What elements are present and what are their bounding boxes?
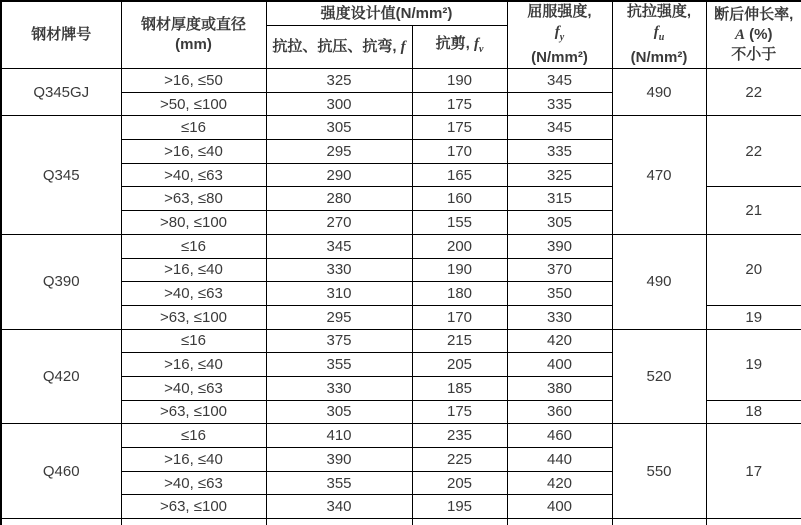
header-tensile-symbol: $f_u$	[653, 24, 665, 43]
thickness-cell: ≤16	[121, 424, 266, 448]
header-elongation	[706, 1, 801, 69]
f-value-cell: 355	[266, 471, 412, 495]
f-value-cell: 305	[266, 400, 412, 424]
thickness-cell-empty	[121, 519, 266, 525]
grade-cell: Q390	[1, 234, 121, 329]
fv-value-cell: 175	[412, 92, 507, 116]
fy-value-cell-empty	[507, 519, 612, 525]
header-elongation-line1: 断后伸长率,	[714, 6, 794, 23]
table-row	[1, 234, 801, 258]
table-row	[1, 329, 801, 353]
header-thickness-line2: (mm)	[175, 36, 212, 53]
fu-value-cell: 490	[612, 234, 706, 329]
f-value-cell: 330	[266, 376, 412, 400]
header-grade-label: 钢材牌号	[31, 26, 92, 43]
table-body	[1, 69, 801, 525]
fy-value-cell: 420	[507, 471, 612, 495]
grade-cell: Q345GJ	[1, 69, 121, 116]
grade-cell: Q420	[1, 329, 121, 424]
a-value-cell: 17	[706, 424, 801, 519]
fy-value-cell: 305	[507, 211, 612, 235]
thickness-cell: >40, ≤63	[121, 282, 266, 306]
fv-value-cell: 235	[412, 424, 507, 448]
thickness-cell: >50, ≤100	[121, 92, 266, 116]
thickness-cell: >16, ≤50	[121, 69, 266, 93]
thickness-cell: ≤16	[121, 329, 266, 353]
fu-value-cell: 490	[612, 69, 706, 116]
a-value-cell: 21	[706, 187, 801, 234]
header-yield-line1: 屈服强度,	[527, 3, 592, 20]
table-header	[1, 1, 801, 69]
header-grade	[1, 1, 121, 69]
thickness-cell: >63, ≤100	[121, 305, 266, 329]
a-value-cell: 22	[706, 116, 801, 187]
fy-value-cell: 335	[507, 140, 612, 164]
thickness-cell: >16, ≤40	[121, 448, 266, 472]
f-value-cell: 410	[266, 424, 412, 448]
f-value-cell: 330	[266, 258, 412, 282]
thickness-cell: >63, ≤100	[121, 400, 266, 424]
grade-cell: Q345	[1, 116, 121, 234]
table-row-partial	[1, 519, 801, 525]
f-value-cell: 270	[266, 211, 412, 235]
fy-value-cell: 380	[507, 376, 612, 400]
table-row	[1, 69, 801, 93]
fy-value-cell: 345	[507, 69, 612, 93]
header-tensile-line1: 抗拉强度,	[626, 3, 692, 20]
header-thickness-line1: 钢材厚度或直径	[140, 16, 246, 33]
fv-value-cell: 215	[412, 329, 507, 353]
fv-value-cell: 205	[412, 353, 507, 377]
fy-value-cell: 360	[507, 400, 612, 424]
fu-value-cell: 550	[612, 424, 706, 519]
fv-value-cell: 170	[412, 305, 507, 329]
grade-cell-empty	[1, 519, 121, 525]
header-elongation-symbol: A (%)	[735, 26, 773, 43]
f-value-cell: 375	[266, 329, 412, 353]
header-design-strength-label: 强度设计值(N/mm²)	[320, 4, 453, 22]
a-value-cell-empty	[706, 519, 801, 525]
header-tension-compression-bending: 抗拉、抗压、抗弯, f	[266, 26, 412, 69]
header-row-group	[1, 1, 801, 26]
thickness-cell: >63, ≤100	[121, 495, 266, 519]
f-value-cell: 325	[266, 69, 412, 93]
fv-value-cell: 185	[412, 376, 507, 400]
f-value-cell: 295	[266, 140, 412, 164]
f-value-cell: 300	[266, 92, 412, 116]
thickness-cell: ≤16	[121, 116, 266, 140]
fv-value-cell: 190	[412, 258, 507, 282]
f-value-cell: 345	[266, 234, 412, 258]
fy-value-cell: 335	[507, 92, 612, 116]
thickness-cell: >16, ≤40	[121, 140, 266, 164]
f-value-cell: 355	[266, 353, 412, 377]
header-tensile-unit: (N/mm²)	[630, 49, 688, 66]
a-value-cell: 20	[706, 234, 801, 305]
fy-value-cell: 345	[507, 116, 612, 140]
fy-value-cell: 420	[507, 329, 612, 353]
table-row	[1, 116, 801, 140]
thickness-cell: >40, ≤63	[121, 376, 266, 400]
fv-value-cell: 225	[412, 448, 507, 472]
a-value-cell: 22	[706, 69, 801, 116]
header-elongation-line3: 不小于	[731, 46, 777, 63]
fy-value-cell: 390	[507, 234, 612, 258]
fv-value-cell: 190	[412, 69, 507, 93]
thickness-cell: >16, ≤40	[121, 353, 266, 377]
fy-value-cell: 400	[507, 495, 612, 519]
a-value-cell: 19	[706, 305, 801, 329]
header-shear: 抗剪, $f_v$	[412, 26, 507, 69]
a-value-cell: 18	[706, 400, 801, 424]
fy-value-cell: 400	[507, 353, 612, 377]
fv-value-cell-empty	[412, 519, 507, 525]
fv-value-cell: 205	[412, 471, 507, 495]
fy-value-cell: 350	[507, 282, 612, 306]
fu-value-cell-empty	[612, 519, 706, 525]
fy-value-cell: 370	[507, 258, 612, 282]
fv-value-cell: 175	[412, 400, 507, 424]
thickness-cell: ≤16	[121, 234, 266, 258]
f-value-cell-empty	[266, 519, 412, 525]
header-yield-symbol: $f_y$	[554, 24, 565, 43]
grade-cell: Q460	[1, 424, 121, 519]
a-value-cell: 19	[706, 329, 801, 400]
fy-value-cell: 315	[507, 187, 612, 211]
fv-value-cell: 170	[412, 140, 507, 164]
header-tensile-strength	[612, 1, 706, 69]
f-value-cell: 295	[266, 305, 412, 329]
f-value-cell: 280	[266, 187, 412, 211]
f-value-cell: 305	[266, 116, 412, 140]
thickness-cell: >16, ≤40	[121, 258, 266, 282]
fv-value-cell: 160	[412, 187, 507, 211]
thickness-cell: >63, ≤80	[121, 187, 266, 211]
fv-value-cell: 165	[412, 163, 507, 187]
fy-value-cell: 325	[507, 163, 612, 187]
header-thickness	[121, 1, 266, 69]
thickness-cell: >80, ≤100	[121, 211, 266, 235]
fu-value-cell: 520	[612, 329, 706, 424]
fy-value-cell: 460	[507, 424, 612, 448]
f-value-cell: 390	[266, 448, 412, 472]
f-value-cell: 340	[266, 495, 412, 519]
fv-value-cell: 180	[412, 282, 507, 306]
fy-value-cell: 440	[507, 448, 612, 472]
thickness-cell: >40, ≤63	[121, 163, 266, 187]
f-value-cell: 290	[266, 163, 412, 187]
fv-value-cell: 155	[412, 211, 507, 235]
header-design-strength-group	[266, 1, 507, 26]
table-row	[1, 424, 801, 448]
f-value-cell: 310	[266, 282, 412, 306]
fy-value-cell: 330	[507, 305, 612, 329]
fv-value-cell: 200	[412, 234, 507, 258]
fu-value-cell: 470	[612, 116, 706, 234]
header-yield-strength	[507, 1, 612, 69]
header-yield-unit: (N/mm²)	[531, 49, 588, 66]
thickness-cell: >40, ≤63	[121, 471, 266, 495]
fv-value-cell: 195	[412, 495, 507, 519]
fv-value-cell: 175	[412, 116, 507, 140]
